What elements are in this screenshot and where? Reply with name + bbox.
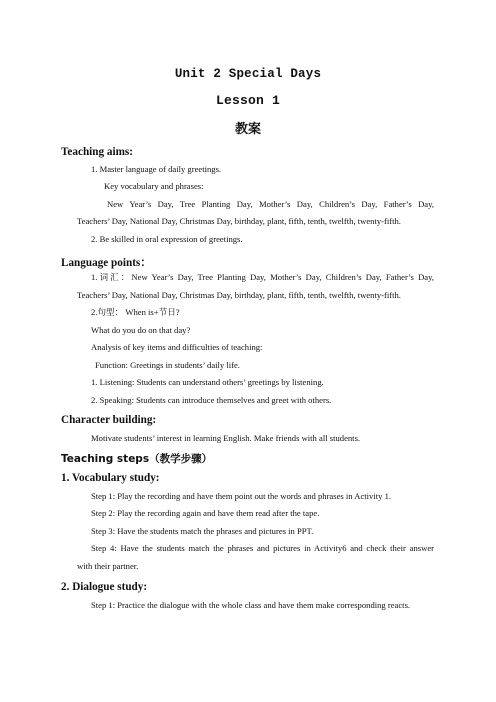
vocab-step-1: Step 1: Play the recording and have them point out the words and phrases in Activity 1. <box>91 491 392 501</box>
vocabulary-study-heading: 1. Vocabulary study: <box>61 472 160 484</box>
vocab-step-2: Step 2: Play the recording again and have them read after the tape. <box>91 508 320 518</box>
listening-line: 1. Listening: Students can understand others’ greetings by listening. <box>91 377 324 387</box>
teaching-aims-heading: Teaching aims: <box>61 146 134 158</box>
vocab-step-3: Step 3: Have the students match the phrases and pictures in PPT. <box>91 526 314 536</box>
language-points-heading: Language points： <box>61 257 152 269</box>
lesson-title: Lesson 1 <box>215 93 280 108</box>
unit-title: Unit 2 Special Days <box>174 67 322 81</box>
dialogue-study-heading: 2. Dialogue study: <box>61 581 148 593</box>
vocab-step-4-line-1: Step 4: Have the students match the phrases and pictures in Activity6 and check their answer <box>91 543 434 553</box>
lp-vocab-line-1: 1.词汇：New Year’s Day, Tree Planting Day, Mother’s Day, Children’s Day, Father’s Day, <box>91 272 434 282</box>
key-vocab-label: Key vocabulary and phrases: <box>104 181 204 191</box>
character-building-heading: Character building: <box>61 414 157 426</box>
dialogue-step-1: Step 1: Practice the dialogue with the whole class and have them make corresponding reacts. <box>91 600 411 610</box>
character-building-text: Motivate students’ interest in learning English. Make friends with all students. <box>91 433 361 443</box>
lp-vocab-line-2: Teachers’ Day, National Day, Christmas Day, birthday, plant, fifth, tenth, twelfth, twenty-fifth. <box>77 290 401 300</box>
aims-vocab-line-2: Teachers’ Day, National Day, Christmas Day, birthday, plant, fifth, tenth, twelfth, twenty-fifth. <box>77 216 401 226</box>
analysis-line: Analysis of key items and difficulties of teaching: <box>91 342 263 352</box>
aims-item-1: 1. Master language of daily greetings. <box>91 164 222 174</box>
vocab-step-4-line-2: with their partner. <box>77 561 139 571</box>
teaching-steps-heading: Teaching steps（教学步骤） <box>61 453 213 465</box>
aims-vocab-line-1: New Year’s Day, Tree Planting Day, Mother’s Day, Children’s Day, Father’s Day, <box>107 199 434 209</box>
doc-type-title: 教案 <box>234 122 261 137</box>
sentence-pattern-2: What do you do on that day? <box>91 325 191 335</box>
function-line: Function: Greetings in students’ daily life. <box>95 360 240 370</box>
speaking-line: 2. Speaking: Students can introduce themselves and greet with others. <box>91 395 332 405</box>
sentence-pattern-1: 2.句型： When is+节日? <box>91 307 180 317</box>
aims-item-2: 2. Be skilled in oral expression of greetings. <box>91 234 243 244</box>
